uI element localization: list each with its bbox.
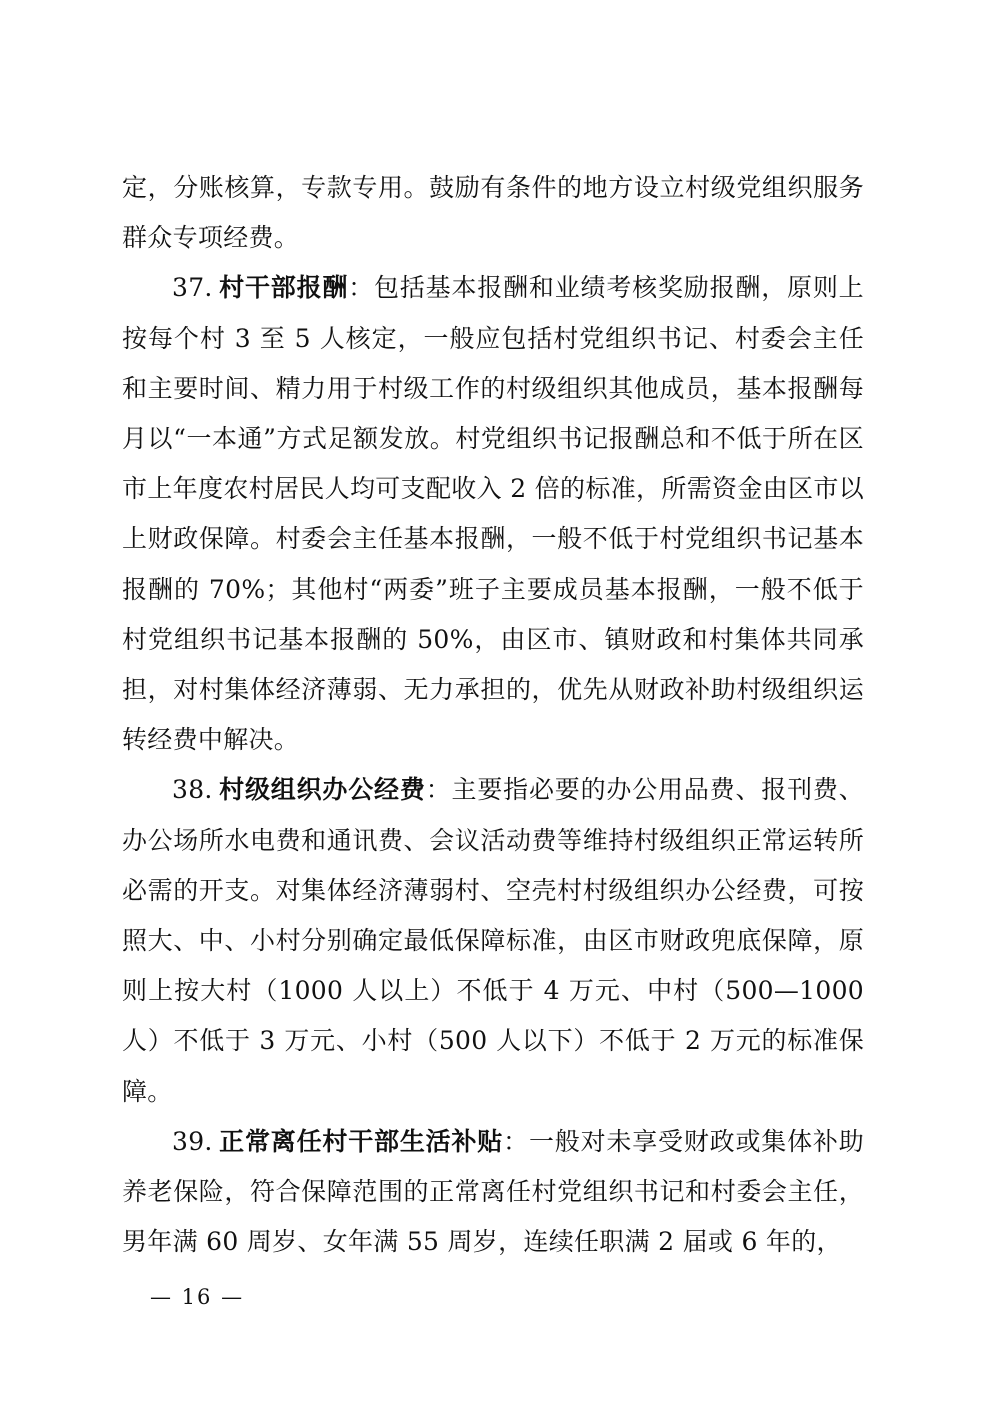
paragraph-continuation (122, 163, 864, 263)
document-body (122, 163, 864, 1267)
paragraph-39 (122, 1117, 864, 1268)
item-number: 38. (172, 775, 213, 805)
item-heading: 正常离任村干部生活补贴 (218, 1126, 504, 1156)
paragraph-37 (122, 263, 864, 765)
item-number: 39. (172, 1126, 213, 1156)
paragraph-body: ：一般对未享受财政或集体补助养老保险，符合保障范围的正常离任村党组织书记和村委会主任，男年满 60 周岁、女年满 55 周岁，连续任职满 2 届或 6 年的， (122, 1126, 864, 1257)
item-number: 37. (172, 273, 213, 303)
paragraph-body: 定，分账核算，专款专用。鼓励有条件的地方设立村级党组织服务群众专项经费。 (122, 173, 864, 253)
item-heading: 村干部报酬 (218, 273, 349, 303)
paragraph-body: ：包括基本报酬和业绩考核奖励报酬，原则上按每个村 3 至 5 人核定，一般应包括村党组织书记、村委会主任和主要时间、精力用于村级工作的村级组织其他成员，基本报酬每月以“一本通”方式足额发放。村党组织书记报酬总和不低于所在区市上年度农村居民人均可支配收入 2 倍的标准，所需资金由区市以上财政保障。村委会主任基本报酬，一般不低于村党组织书记基本报酬的 70%；其他村“两委”班子主要成员基本报酬，一般不低于村党组织书记基本报酬的 50%，由区市、镇财政和村集体共同承担，对村集体经济薄弱、无力承担的，优先从财政补助村级组织运转经费中解决。 (122, 273, 864, 755)
item-heading: 村级组织办公经费 (218, 775, 426, 805)
page-number: — 16 — (150, 1285, 245, 1309)
paragraph-38 (122, 765, 864, 1116)
paragraph-body: ：主要指必要的办公用品费、报刊费、办公场所水电费和通讯费、会议活动费等维持村级组织正常运转所必需的开支。对集体经济薄弱村、空壳村村级组织办公经费，可按照大、中、小村分别确定最低保障标准，由区市财政兜底保障，原则上按大村（1000 人以上）不低于 4 万元、中村（500—1000 人）不低于 3 万元、小村（500 人以下）不低于 2 万元的标准保障。 (122, 775, 864, 1106)
